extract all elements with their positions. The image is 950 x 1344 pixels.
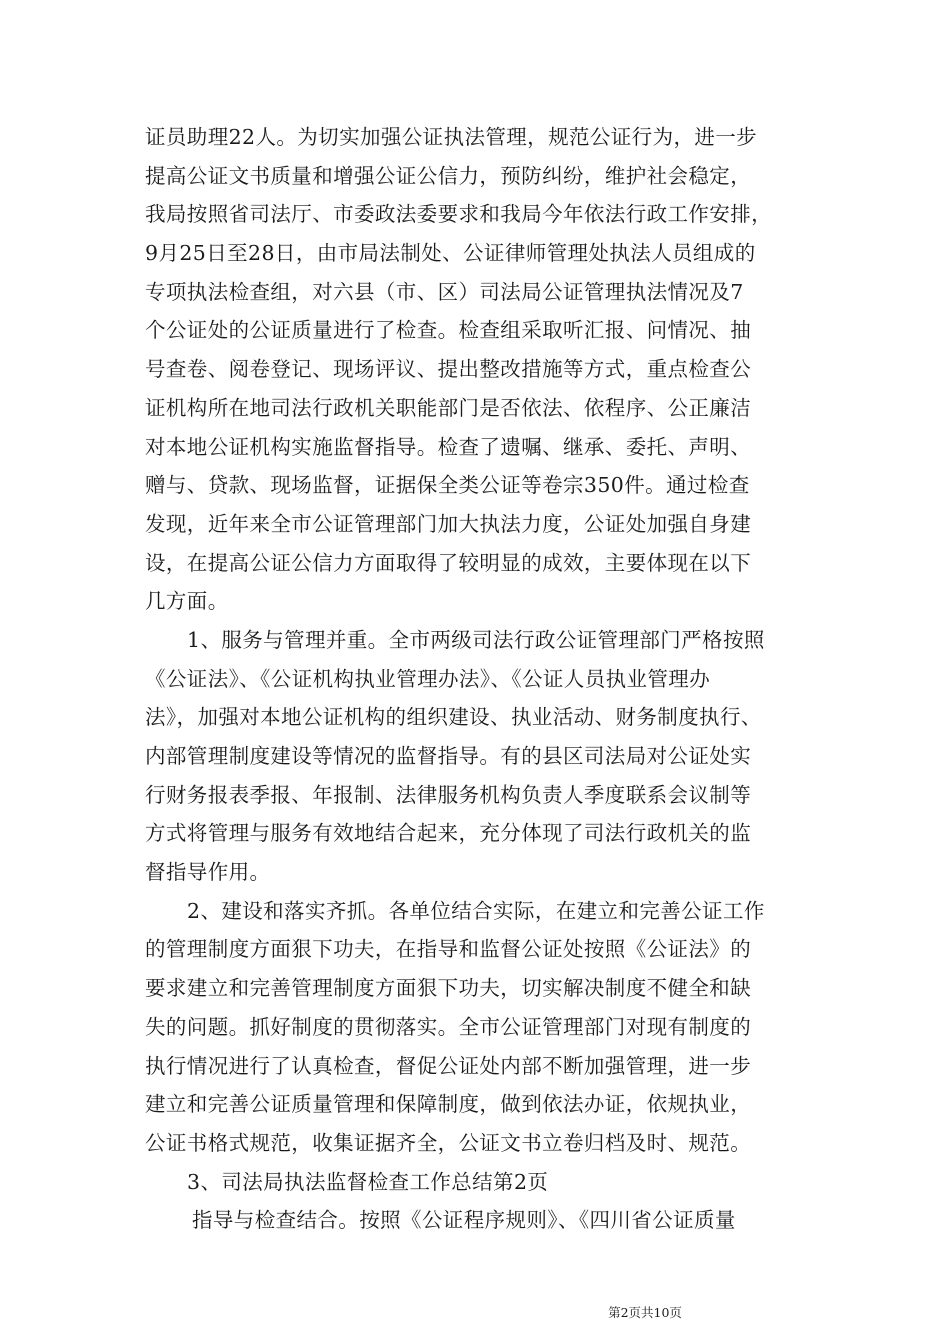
document-body: [145, 118, 810, 1240]
text-line: 我局按照省司法厅、市委政法委要求和我局今年依法行政工作安排，: [145, 202, 772, 227]
text-line: 《公证法》、《公证机构执业管理办法》、《公证人员执业管理办: [145, 666, 711, 691]
text-line: 失的问题。抓好制度的贯彻落实。全市公证管理部门对现有制度的: [145, 1014, 752, 1039]
text-line: 个公证处的公证质量进行了检查。检查组采取听汇报、问情况、抽: [145, 318, 752, 343]
text-line: 设，在提高公证公信力方面取得了较明显的成效，主要体现在以下: [145, 550, 752, 575]
text-line: 执行情况进行了认真检查，督促公证处内部不断加强管理，进一步: [145, 1053, 752, 1078]
text-line: 提高公证文书质量和增强公证公信力，预防纠纷，维护社会稳定，: [145, 163, 752, 188]
text-line: 指导与检查结合。按照《公证程序规则》、《四川省公证质量: [192, 1208, 736, 1233]
text-line: 证机构所在地司法行政机关职能部门是否依法、依程序、公正廉洁: [145, 395, 752, 420]
text-line: 1、服务与管理并重。全市两级司法行政公证管理部门严格按照: [187, 627, 765, 652]
text-line: 专项执法检查组，对六县（市、区）司法局公证管理执法情况及7: [145, 279, 744, 304]
text-line: 对本地公证机构实施监督指导。检查了遗嘱、继承、委托、声明、: [145, 434, 752, 459]
text-line: 方式将管理与服务有效地结合起来，充分体现了司法行政机关的监: [145, 821, 752, 846]
text-line: 几方面。: [145, 589, 229, 614]
text-line: 2、建设和落实齐抓。各单位结合实际，在建立和完善公证工作: [187, 898, 765, 923]
text-line: 行财务报表季报、年报制、法律服务机构负责人季度联系会议制等: [145, 782, 752, 807]
text-line: 法》，加强对本地公证机构的组织建设、执业活动、财务制度执行、: [145, 705, 762, 730]
text-line: 证员助理22人。为切实加强公证执法管理，规范公证行为，进一步: [145, 125, 758, 149]
text-line: 3、司法局执法监督检查工作总结第2页: [187, 1169, 549, 1194]
text-line: 内部管理制度建设等情况的监督指导。有的县区司法局对公证处实: [145, 744, 752, 768]
text-line: 建立和完善公证质量管理和保障制度，做到依法办证，依规执业，: [145, 1092, 752, 1117]
text-line: 号查卷、阅卷登记、现场评议、提出整改措施等方式，重点检查公: [145, 357, 752, 382]
text-line: 要求建立和完善管理制度方面狠下功夫，切实解决制度不健全和缺: [145, 976, 752, 1001]
text-line: 公证书格式规范，收集证据齐全，公证文书立卷归档及时、规范。: [145, 1130, 752, 1155]
text-line: 督指导作用。: [145, 860, 271, 885]
page-number-footer: 第2页共10页: [608, 1305, 682, 1320]
text-line: 9月25日至28日，由市局法制处、公证律师管理处执法人员组成的: [145, 241, 756, 266]
text-line: 发现，近年来全市公证管理部门加大执法力度，公证处加强自身建: [145, 511, 752, 536]
text-line: 的管理制度方面狠下功夫，在指导和监督公证处按照《公证法》的: [145, 937, 752, 962]
text-line: 赠与、贷款、现场监督，证据保全类公证等卷宗350件。通过检查: [145, 473, 750, 498]
